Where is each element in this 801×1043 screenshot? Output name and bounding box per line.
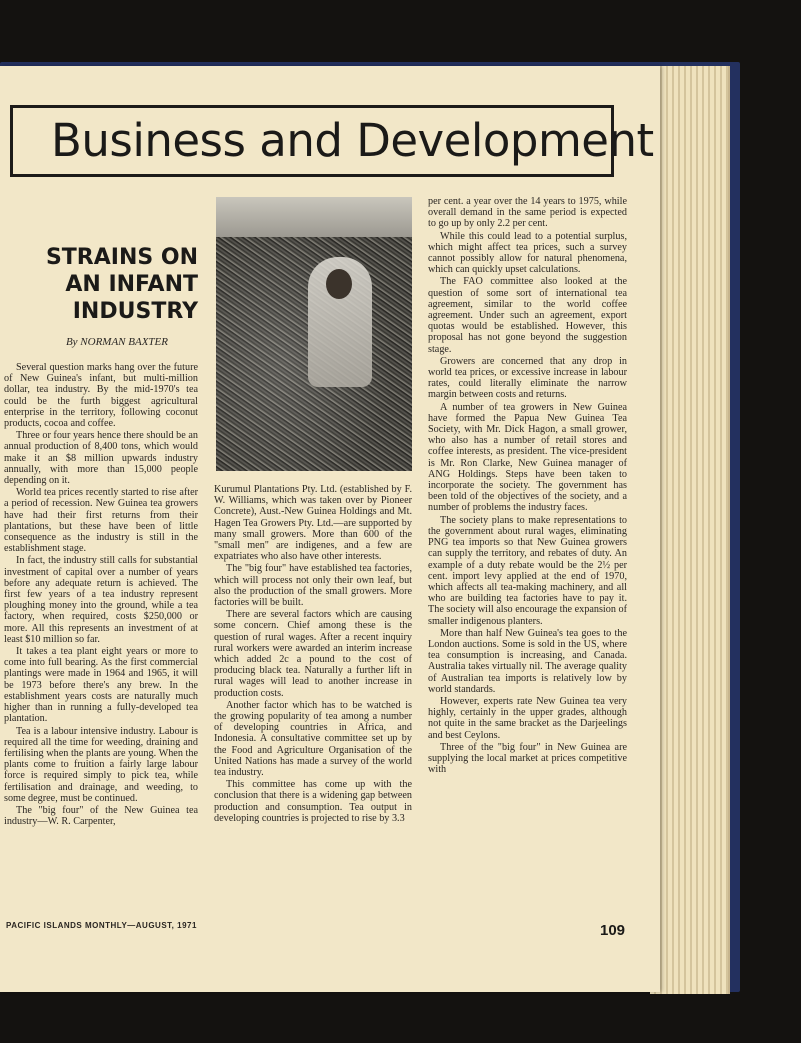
paragraph: Another factor which has to be watched is the growing popularity of tea among a number of developing countries in Africa, and Indonesia. A consultative committee set up by the Food and Agriculture Organisation of the United Nations has made a survey of the world tea industry. xyxy=(214,699,412,779)
paragraph: The "big four" of the New Guinea tea industry—W. R. Carpenter, xyxy=(4,804,198,828)
article-column-3 xyxy=(428,196,627,776)
byline: By NORMAN BAXTER xyxy=(65,336,168,348)
paragraph: In fact, the industry still calls for substantial investment of capital over a number of years before any adequate return is achieved. The first few years of a tea industry represent ploughing money into the ground, while a tea factory, when required, costs $250,000 or more. All this represents an investment of at least $10 million so far. xyxy=(4,555,198,645)
article-column-2 xyxy=(214,484,412,825)
paragraph: Kurumul Plantations Pty. Ltd. (established by F. W. Williams, which was taken over by Pioneer Concrete), Aust.-New Guinea Holdings and Mt. Hagen Tea Growers Pty. Ltd.—are supported by many small growers. More than 600 of the "small men" are indigenes, and a few are expatriates who also have other interests. xyxy=(214,484,412,563)
magazine-page xyxy=(0,66,660,992)
paragraph: There are several factors which are causing some concern. Chief among these is the question of rural wages. After a recent inquiry rural workers were awarded an interim increase which added 2c a pound to the cost of producing black tea. Naturally a further lift in rural wages will lead to another increase in production costs. xyxy=(214,609,412,699)
paragraph: Three of the "big four" in New Guinea are supplying the local market at prices competitive with xyxy=(428,741,627,776)
headline-line: AN INFANT xyxy=(65,272,198,297)
paragraph: Three or four years hence there should be an annual production of 8,400 tons, which would make it an $8 million upwards industry annually, with more than 15,000 people depending on it. xyxy=(4,430,198,487)
photo-face xyxy=(326,269,352,299)
paragraph: More than half New Guinea's tea goes to the London auctions. Some is sold in the US, where tea consumption is increasing, and Canada. Australia takes virtually nil. The average quality of Australian tea imports is relatively low by world standards. xyxy=(428,627,627,695)
headline-line: INDUSTRY xyxy=(72,299,198,324)
paragraph: The FAO committee also looked at the question of some sort of international tea agreement, similar to the world coffee agreement. Under such an agreement, export quotas would be established. However, this proposal has not gone beyond the suggestion stage. xyxy=(428,276,627,355)
tea-picker-photo xyxy=(216,197,412,471)
paragraph: The society plans to make representations to the government about rural wages, eliminating PNG tea imports so that New Guinea growers can supply the territory, and rebates of duty. An example of a duty rebate would be the 2½ per cent. import levy applied at the end of 1970, which affects all tea-making machinery, and all who are building tea factories have to pay it. The society will also encourage the expansion of smaller indigenous planters. xyxy=(428,514,627,627)
paragraph: While this could lead to a potential surplus, which might affect tea prices, such a survey cannot possibly allow for natural phenomena, which can quickly upset calculations. xyxy=(428,230,627,276)
paragraph: per cent. a year over the 14 years to 1975, while overall demand in the same period is expected to go up by only 2.2 per cent. xyxy=(428,196,627,230)
paragraph: Tea is a labour intensive industry. Labour is required all the time for weeding, draining and fertilising when the plants are young. When the plants come to fruition a fairly large labour force is required simply to pick tea, while fertilisation and drainage, and weeding, to some degree, must be continued. xyxy=(4,725,198,804)
paragraph: A number of tea growers in New Guinea have formed the Papua New Guinea Tea Society, with Mr. Dick Hagon, a small grower, who also has a number of retail stores and coffee interests, as president. The vice-president is Mr. Ron Clarke, New Guinea manager of ANG Holdings. Steps have been taken to incorporate the society. The government has been told of the objectives of the society, and a number of problems the industry faces. xyxy=(428,401,627,514)
paragraph: This committee has come up with the conclusion that there is a widening gap between production and consumption. Tea output in developing countries is projected to rise by 3.3 xyxy=(214,779,412,824)
article-column-1 xyxy=(4,362,198,828)
paragraph: World tea prices recently started to rise after a period of recession. New Guinea tea growers have had their first returns from their plantations, but these have been of little consequence as the industry is still in the establishment stage. xyxy=(4,487,198,555)
photo-sky xyxy=(216,197,412,237)
section-header xyxy=(10,105,654,177)
paragraph: It takes a tea plant eight years or more to come into full bearing. As the first commercial plantings were made in 1964 and 1965, it will be 1973 before there's any brew. In the establishment years costs are naturally much higher than in running a fully-developed tea plantation. xyxy=(4,646,198,725)
publication-footer: PACIFIC ISLANDS MONTHLY—AUGUST, 1971 xyxy=(6,921,197,930)
page-number: 109 xyxy=(600,922,626,939)
article-headline xyxy=(18,244,198,325)
headline-line: STRAINS ON xyxy=(45,245,198,270)
section-title: Business and Development xyxy=(51,114,654,167)
paragraph: However, experts rate New Guinea tea very highly, certainly in the upper grades, although not quite in the same bracket as the Darjeelings and best Ceylons. xyxy=(428,695,627,741)
paragraph: Several question marks hang over the future of New Guinea's infant, but multi-million dollar, tea industry. By the mid-1970's tea could be the furth biggest agricultural enterprise in the territory, following coconut products, cocoa and coffee. xyxy=(4,362,198,430)
paragraph: Growers are concerned that any drop in world tea prices, or excessive increase in labour rates, could literally eliminate the narrow margin between costs and returns. xyxy=(428,355,627,401)
page-edges xyxy=(650,66,730,994)
paragraph: The "big four" have established tea factories, which will process not only their own leaf, but also the production of the small growers. More factories will be built. xyxy=(214,563,412,609)
